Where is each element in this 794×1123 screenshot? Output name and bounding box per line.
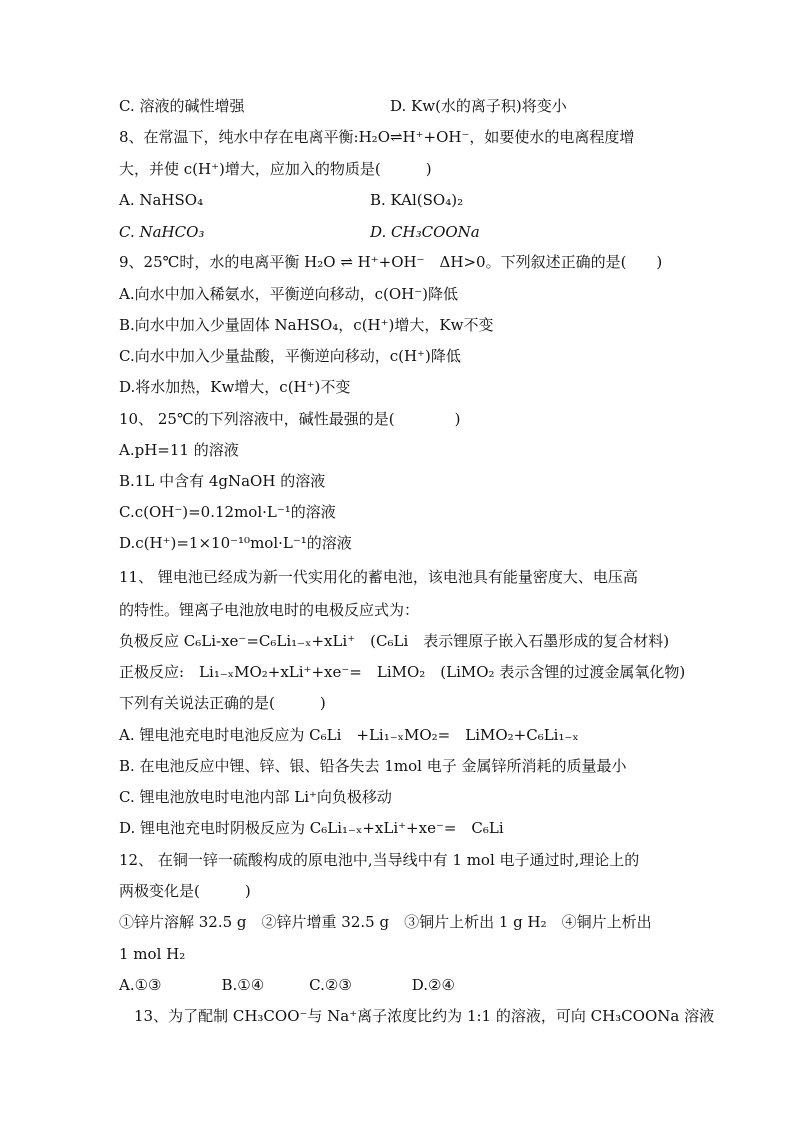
q7-option-d: D. Kw(水的离子积)将变小 — [390, 97, 567, 115]
q12-stem-line-2: 两极变化是( ) — [119, 882, 251, 900]
q11-option-c: C. 锂电池放电时电池内部 Li⁺向负极移动 — [119, 788, 392, 806]
q8-option-b: B. KAl(SO₄)₂ — [370, 191, 464, 209]
q11-stem-line-1: 11、 锂电池已经成为新一代实用化的蓄电池，该电池具有能量密度大、电压高 — [119, 568, 638, 586]
q8-stem-line-2: 大，并使 c(H⁺)增大，应加入的物质是( ) — [119, 160, 432, 178]
q8-stem-line-1: 8、在常温下，纯水中存在电离平衡:H₂O⇌H⁺+OH⁻，如要使水的电离程度增 — [119, 128, 635, 146]
q10-stem: 10、 25℃的下列溶液中，碱性最强的是( ) — [119, 410, 461, 428]
q9-stem: 9、25℃时，水的电离平衡 H₂O ⇌ H⁺+OH⁻ ΔH>0。下列叙述正确的是( ) — [119, 253, 663, 271]
q12-options: A.①③ B.①④ C.②③ D.②④ — [119, 976, 455, 994]
q8-option-d: D. CH₃COONa — [370, 223, 480, 241]
q12-stem-line-1: 12、 在铜一锌一硫酸构成的原电池中,当导线中有 1 mol 电子通过时,理论上的 — [119, 851, 640, 869]
q10-option-d: D.c(H⁺)=1×10⁻¹⁰mol·L⁻¹的溶液 — [119, 534, 352, 552]
q10-option-b: B.1L 中含有 4gNaOH 的溶液 — [119, 472, 326, 490]
q11-stem-line-2: 的特性。锂离子电池放电时的电极反应式为： — [119, 601, 420, 619]
q11-option-b: B. 在电池反应中锂、锌、银、铅各失去 1mol 电子 金属锌所消耗的质量最小 — [119, 757, 627, 775]
q9-option-c: C.向水中加入少量盐酸，平衡逆向移动，c(H⁺)降低 — [119, 347, 461, 365]
q11-option-a: A. 锂电池充电时电池反应为 C₆Li +Li₁₋ₓMO₂= LiMO₂+C₆Li₁₋ₓ — [119, 726, 579, 744]
q11-negative-electrode: 负极反应 C₆Li-xe⁻=C₆Li₁₋ₓ+xLi⁺ (C₆Li 表示锂原子嵌入石墨形成的复合材料) — [119, 632, 670, 650]
q10-option-a: A.pH=11 的溶液 — [119, 441, 239, 459]
q13-stem: 13、为了配制 CH₃COO⁻与 Na⁺离子浓度比约为 1:1 的溶液，可向 CH₃COONa 溶液 — [134, 1007, 715, 1025]
q9-option-a: A.向水中加入稀氨水，平衡逆向移动，c(OH⁻)降低 — [119, 285, 459, 303]
q12-choices-line-1: ①锌片溶解 32.5 g ②锌片增重 32.5 g ③铜片上析出 1 g H₂ ④铜片上析出 — [119, 913, 652, 931]
q9-option-d: D.将水加热，Kw增大，c(H⁺)不变 — [119, 378, 351, 396]
q9-option-b: B.向水中加入少量固体 NaHSO₄，c(H⁺)增大，Kw不变 — [119, 316, 494, 334]
q8-option-c: C. NaHCO₃ — [119, 223, 205, 241]
q11-question: 下列有关说法正确的是( ) — [119, 694, 326, 712]
q10-option-c: C.c(OH⁻)=0.12mol·L⁻¹的溶液 — [119, 503, 336, 521]
q7-option-c: C. 溶液的碱性增强 — [119, 97, 245, 115]
q11-positive-electrode: 正极反应: Li₁₋ₓMO₂+xLi⁺+xe⁻= LiMO₂ (LiMO₂ 表示含锂的过渡金属氧化物) — [119, 663, 686, 681]
q8-option-a: A. NaHSO₄ — [119, 191, 204, 209]
q11-option-d: D. 锂电池充电时阴极反应为 C₆Li₁₋ₓ+xLi⁺+xe⁻= C₆Li — [119, 819, 504, 837]
q12-choices-line-2: 1 mol H₂ — [119, 945, 186, 963]
